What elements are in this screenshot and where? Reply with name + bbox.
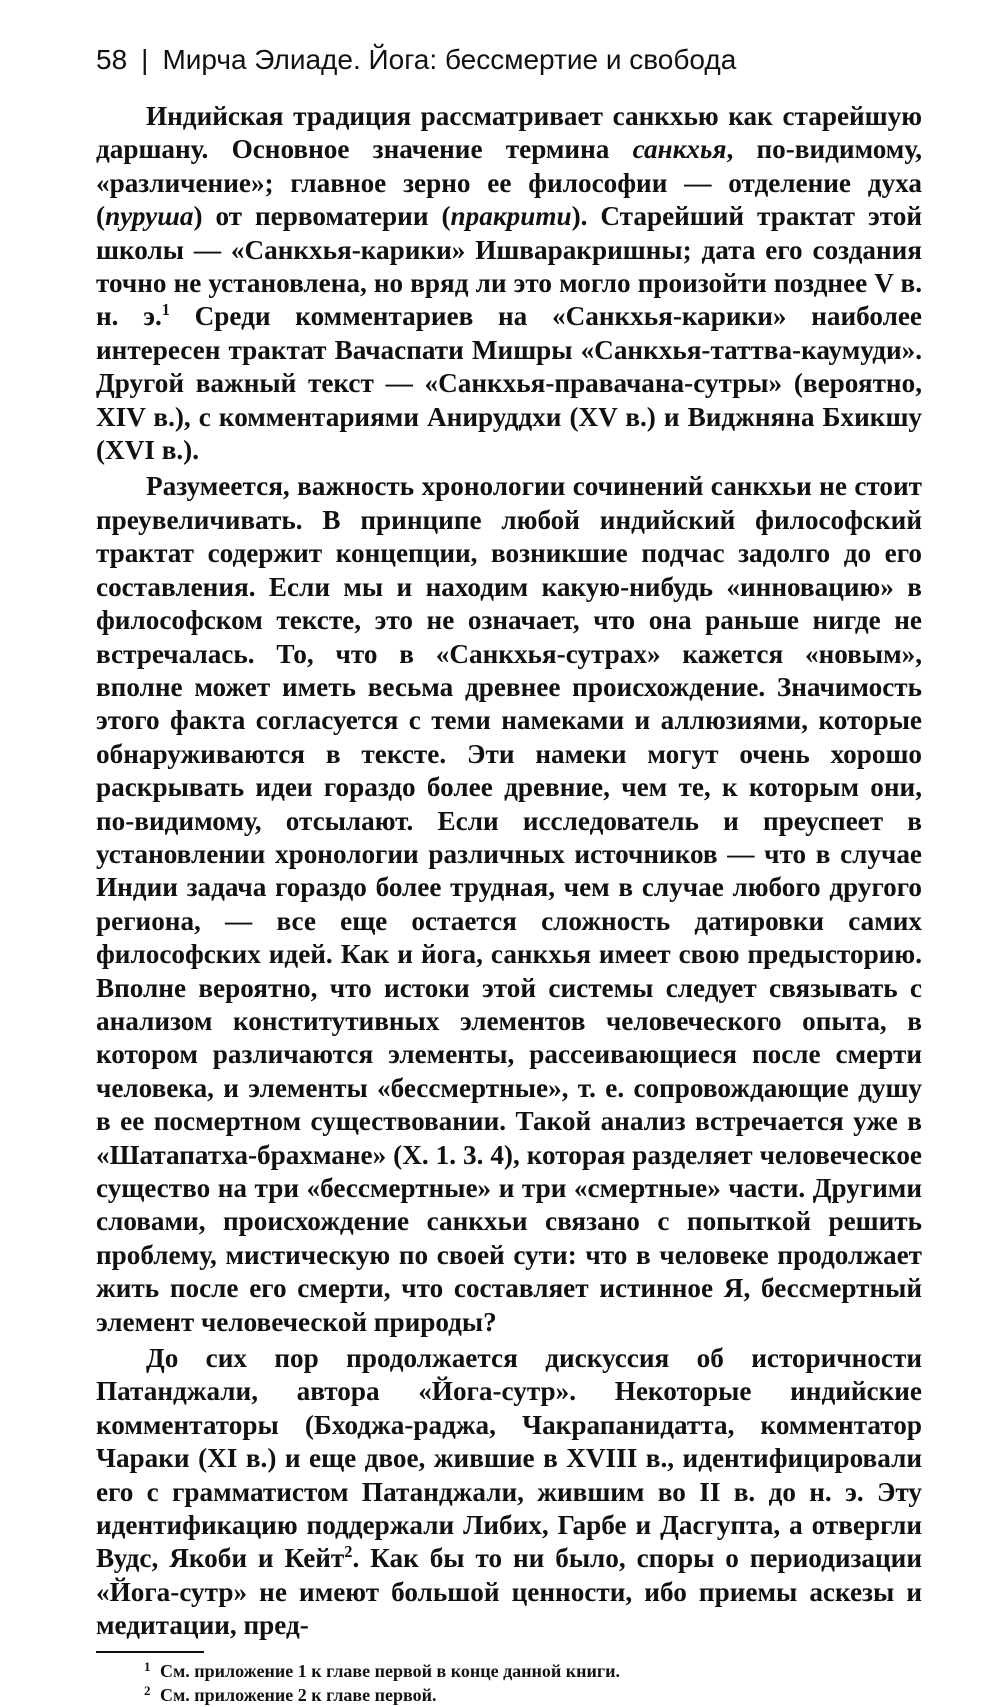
footnote <box>96 1683 922 1707</box>
body-text <box>96 100 922 1643</box>
footnote-number: 1 <box>144 1658 151 1674</box>
footnote <box>96 1659 922 1683</box>
footnote-ref: 1 <box>161 300 170 320</box>
header-separator: | <box>141 44 149 75</box>
paragraph-2: Разумеется, важность хронологии сочинений санкхьи не стоит преувеличивать. В принципе любой индийский философский трактат содержит концепции, возникшие подчас задолго до его составления. Если мы и находим какую-нибудь «инновацию» в философском тексте, это не означает, что она раньше нигде не встречалась. То, что в «Санкхья-сутрах» кажется «новым», вполне может иметь весьма древнее происхождение. Значимость этого факта согласуется с теми намеками и аллюзиями, которые обнаруживаются в тексте. Эти намеки могут очень хорошо раскрывать идеи гораздо более древние, чем те, к которым они, по-видимому, отсылают. Если исследователь и преуспеет в установлении хронологии различных источников — что в случае Индии задача гораздо более трудная, чем в случае любого другого региона, — все еще остается сложность датировки самих философских идей. Как и йога, санкхья имеет свою предысторию. Вполне вероятно, что истоки этой системы следует связывать с анализом конститутивных элементов человеческого опыта, в котором различаются элементы, рассеивающиеся после смерти человека, и элементы «бессмертные», т. е. сопровождающие душу в ее посмертном существовании. Такой анализ встречается уже в «Шатапатха-брахмане» (X. 1. 3. 4), которая разделяет человеческое существо на три «бессмертные» и три «смертные» части. Другими словами, происхождение санкхьи связано с попыткой решить проблему, мистическую по своей сути: что в человеке продолжает жить после его смерти, что составляет истинное Я, бессмертный элемент человеческой природы? <box>96 471 922 1337</box>
paragraph-3 <box>96 1342 922 1643</box>
text-run: Индийская традиция рассматривает санкхью как старейшую даршану. Основное значение термина <box>96 101 922 165</box>
footnote-text: См. приложение 1 к главе первой в конце данной книги. <box>160 1660 620 1681</box>
running-title: Мирча Элиаде. Йога: бессмертие и свобода <box>162 44 737 75</box>
italic-term: пуруша <box>105 201 194 232</box>
page-number: 58 <box>96 44 128 75</box>
text-run: . Как бы то ни было, споры о периодизации «Йога-сутр» не имеют большой ценности, ибо приемы аскезы и медитации, пред- <box>96 1543 922 1641</box>
footnote-divider <box>96 1651 204 1653</box>
footnotes <box>96 1659 922 1707</box>
italic-term: пракрити <box>450 201 572 232</box>
footnote-ref: 2 <box>344 1542 353 1562</box>
text-run: ) от первоматерии ( <box>193 201 451 232</box>
paragraph-1 <box>96 100 922 467</box>
running-head <box>96 40 922 80</box>
text-run: Среди комментариев на «Санкхья-карики» наиболее интересен трактат Вачаспати Мишры «Санкхья-таттва-каумуди». Другой важный текст — «Санкхья-правачана-сутры» (вероятно, XIV в.), с комментариями Анируддхи (XV в.) и Виджняна Бхикшу (XVI в.). <box>96 301 922 466</box>
footnote-number: 2 <box>144 1682 151 1698</box>
book-page <box>96 40 922 1707</box>
text-run: До сих пор продолжается дискуссия об историчности Патанджали, автора «Йога-сутр». Некоторые индийские комментаторы (Бходжа-раджа, Чакрапанидатта, комментатор Чараки (XI в.) и еще двое, жившие в XVIII в., идентифицировали его с грамматистом Патанджали, жившим во II в. до н. э. Эту идентификацию поддержали Либих, Гарбе и Дасгупта, а отвергли Вудс, Якоби и Кейт <box>96 1343 922 1574</box>
italic-term: санкхья <box>632 134 727 165</box>
text-run: , по-видимому, «различение»; главное зерно ее философии — отделение духа ( <box>96 134 922 232</box>
footnote-text: См. приложение 2 к главе первой. <box>160 1684 437 1705</box>
text-run: ). Старейший трактат этой школы — «Санкхья-карики» Ишваракришны; дата его создания точно не установлена, но вряд ли это могло произойти позднее V в. н. э. <box>96 201 922 332</box>
